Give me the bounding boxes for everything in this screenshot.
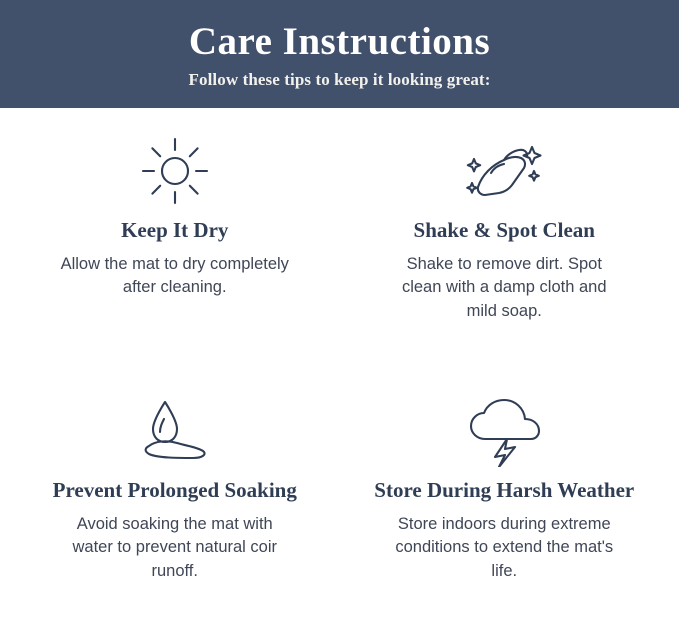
tip-title: Store During Harsh Weather xyxy=(374,478,635,502)
tip-title: Prevent Prolonged Soaking xyxy=(52,478,297,502)
page-subtitle: Follow these tips to keep it looking great: xyxy=(188,70,491,90)
tip-title: Keep It Dry xyxy=(121,218,229,242)
tip-body: Allow the mat to dry completely after cleaning. xyxy=(60,254,289,297)
page-title: Care Instructions xyxy=(188,19,491,63)
hand-shake-clean-icon xyxy=(458,130,550,212)
tip-body: Store indoors during extreme conditions to extend the mat's life. xyxy=(395,514,614,580)
tips-grid xyxy=(0,108,679,628)
tip-card-shake-spot-clean xyxy=(340,108,670,368)
tip-card-prevent-prolonged-soaking xyxy=(10,368,340,628)
tip-card-keep-it-dry xyxy=(10,108,340,368)
header-banner xyxy=(0,0,679,108)
water-droplet-puddle-icon xyxy=(129,390,221,472)
tip-title: Shake & Spot Clean xyxy=(413,218,595,242)
tip-card-store-during-harsh-weather xyxy=(340,368,670,628)
tip-body: Avoid soaking the mat with water to prevent natural coir runoff. xyxy=(72,514,278,580)
tip-body: Shake to remove dirt. Spot clean with a damp cloth and mild soap. xyxy=(401,254,607,320)
sun-icon xyxy=(137,130,213,212)
storm-cloud-lightning-icon xyxy=(463,390,545,472)
